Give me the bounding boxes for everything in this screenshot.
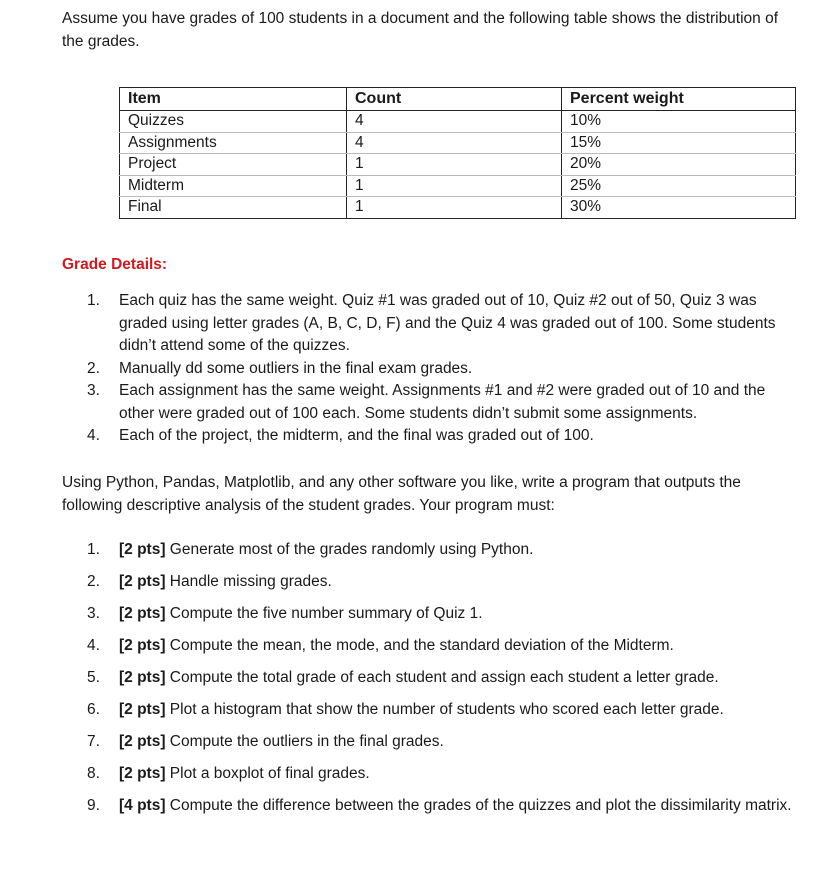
list-item [62, 290, 792, 358]
list-item [62, 763, 792, 786]
cell-weight: 25% [562, 175, 796, 197]
points-label: [4 pts] [119, 797, 166, 814]
list-text: Handle missing grades. [165, 573, 332, 590]
list-item [62, 635, 792, 658]
list-item [62, 699, 792, 722]
header-count: Count [347, 88, 562, 111]
cell-item: Quizzes [120, 111, 347, 133]
list-text: Compute the mean, the mode, and the standard deviation of the Midterm. [165, 637, 674, 654]
cell-count: 1 [347, 197, 562, 219]
list-number: 7. [87, 733, 100, 750]
list-number: 8. [87, 765, 100, 782]
list-number: 5. [87, 669, 100, 686]
cell-item: Assignments [120, 132, 347, 154]
task-list [62, 539, 792, 827]
table-row [120, 175, 796, 197]
table-row [120, 111, 796, 133]
header-percent-weight: Percent weight [562, 88, 796, 111]
list-text: Each assignment has the same weight. Assignments #1 and #2 were graded out of 10 and the other were graded out of 100 each. Some students didn’t submit some assignments. [119, 382, 766, 422]
table-header-row [120, 88, 796, 111]
list-number: 3. [87, 605, 100, 622]
list-number: 1. [87, 292, 100, 309]
points-label: [2 pts] [119, 733, 166, 750]
points-label: [2 pts] [119, 573, 166, 590]
list-text: Each quiz has the same weight. Quiz #1 was graded out of 10, Quiz #2 out of 50, Quiz 3 was graded using letter grades (A, B, C, D, F) and the Quiz 4 was graded out of 100. Some students didn’t attend some of the quizzes. [119, 292, 776, 354]
intro-paragraph: Assume you have grades of 100 students in a document and the following table shows the distribution of the grades. [62, 10, 779, 50]
list-text: Compute the outliers in the final grades. [165, 733, 444, 750]
list-number: 9. [87, 797, 100, 814]
list-item [62, 358, 792, 381]
cell-count: 1 [347, 175, 562, 197]
grade-details-list [62, 290, 792, 448]
table-row [120, 132, 796, 154]
list-item [62, 425, 792, 448]
list-text: Plot a histogram that show the number of students who scored each letter grade. [165, 701, 724, 718]
cell-count: 1 [347, 154, 562, 176]
list-text: Compute the difference between the grades of the quizzes and plot the dissimilarity matrix. [165, 797, 792, 814]
list-text: Generate most of the grades randomly using Python. [165, 541, 534, 558]
cell-item: Project [120, 154, 347, 176]
list-text: Plot a boxplot of final grades. [165, 765, 370, 782]
list-number: 2. [87, 573, 100, 590]
points-label: [2 pts] [119, 765, 166, 782]
list-number: 2. [87, 359, 100, 377]
points-label: [2 pts] [119, 541, 166, 558]
list-item [62, 603, 792, 626]
table-row [120, 154, 796, 176]
points-label: [2 pts] [119, 605, 166, 622]
cell-weight: 20% [562, 154, 796, 176]
grade-distribution-table [119, 87, 796, 219]
list-text: Each of the project, the midterm, and the final was graded out of 100. [119, 427, 594, 444]
list-item [62, 795, 792, 818]
list-item [62, 380, 792, 425]
list-number: 6. [87, 701, 100, 718]
list-text: Compute the five number summary of Quiz 1. [165, 605, 483, 622]
points-label: [2 pts] [119, 637, 166, 654]
header-item: Item [120, 88, 347, 111]
list-item [62, 571, 792, 594]
list-text: Compute the total grade of each student and assign each student a letter grade. [165, 669, 719, 686]
cell-count: 4 [347, 111, 562, 133]
cell-weight: 10% [562, 111, 796, 133]
cell-count: 4 [347, 132, 562, 154]
grade-details-heading: Grade Details: [62, 256, 168, 273]
list-item [62, 731, 792, 754]
cell-item: Final [120, 197, 347, 219]
list-number: 4. [87, 427, 100, 444]
cell-weight: 30% [562, 197, 796, 219]
table-row [120, 197, 796, 219]
cell-item: Midterm [120, 175, 347, 197]
points-label: [2 pts] [119, 669, 166, 686]
list-item [62, 539, 792, 562]
list-item [62, 667, 792, 690]
list-number: 3. [87, 382, 100, 399]
points-label: [2 pts] [119, 701, 166, 718]
list-text: Manually dd some outliers in the final exam grades. [119, 359, 473, 377]
list-number: 4. [87, 637, 100, 654]
list-number: 1. [87, 541, 100, 558]
cell-weight: 15% [562, 132, 796, 154]
instructions-paragraph: Using Python, Pandas, Matplotlib, and any other software you like, write a program that outputs the following descriptive analysis of the student grades. Your program must: [62, 474, 741, 514]
